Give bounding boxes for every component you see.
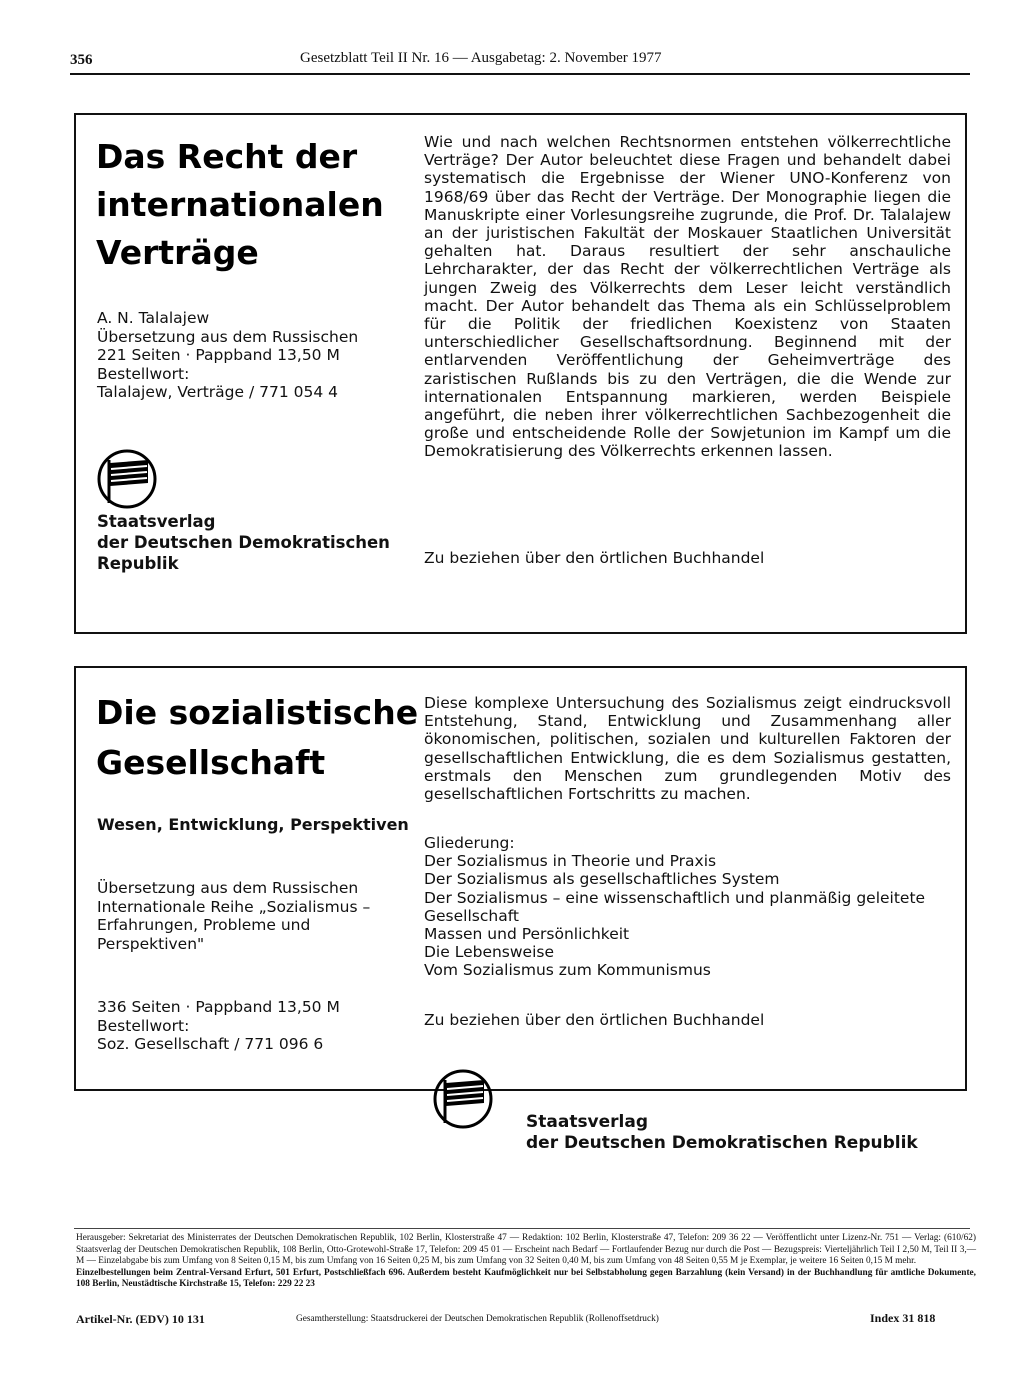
- ad1-title-line: Verträge: [96, 233, 259, 272]
- outline-item: Massen und Persönlichkeit: [424, 925, 630, 944]
- publisher-line: der Deutschen Demokratischen: [97, 533, 390, 552]
- page-number: 356: [70, 52, 93, 68]
- ad1-availability: Zu beziehen über den örtlichen Buchhandel: [424, 549, 765, 567]
- publisher-logo-icon: [96, 448, 158, 510]
- ad2-title-line: Die sozialistische: [96, 693, 419, 732]
- outline-item: Der Sozialismus – eine wissenschaftlich und planmäßig geleitete: [424, 888, 926, 907]
- ad2-translation-line: Internationale Reihe „Sozialismus –: [97, 897, 371, 916]
- publisher-line: Republik: [97, 554, 179, 573]
- imprint-orders-info: Einzelbestellungen beim Zentral-Versand Erfurt, 501 Erfurt, Postschließfach 696. Außerdem besteht Kaufmöglichkeit nur bei Selbstabholung gegen Barzahlung (kein Versand) in der Buchhandlung für amtliche Dokumente, 108 Berlin, Neustädtische Kirchstraße 15, Telefon: 229 22 23: [76, 1267, 976, 1289]
- publisher-line: der Deutschen Demokratischen Republik: [526, 1133, 918, 1153]
- ad2-publisher: [526, 1112, 918, 1154]
- index-number: Index 31 818: [870, 1311, 936, 1325]
- ad2-description: Diese komplexe Untersuchung des Sozialismus zeigt eindrucksvoll Entstehung, Stand, Entwicklung und Zusammenhang aller ökonomischen, politischen, sozialen und kulturellen Faktoren der gesellschaftlichen Entwicklung, die es dem Sozialismus gestatten, erstmals den Menschen zum grundlegenden Motiv des gesellschaftlichen Fortschritts zu machen.: [424, 694, 951, 804]
- ad1-title-line: Das Recht der: [96, 137, 358, 176]
- ad2-pages-price: 336 Seiten · Pappband 13,50 M: [97, 998, 340, 1016]
- ad2-translation-line: Erfahrungen, Probleme und: [97, 916, 311, 934]
- ad1-title: [96, 133, 384, 277]
- ad2-translation: [97, 879, 370, 953]
- article-number: Artikel-Nr. (EDV) 10 131: [76, 1312, 205, 1326]
- ad1-description: Wie und nach welchen Rechtsnormen entstehen völkerrechtliche Verträge? Der Autor beleuchtet diese Fragen und behandelt dabei systematisch die Ergebnisse der Wiener UNO-Konferenz von 1968/69 über das Recht der Verträge. Der Monographie liegen die Manuskripte einer Vorlesungsreihe zugrunde, die Prof. Dr. Talalajew an der juristischen Fakultät der Moskauer Staatlichen Universität gehalten hat. Daraus resultiert der sehr anschauliche Lehrcharakter, der das Recht der völkerrechtlichen Verträge als jungen Zweig des Völkerrechts dem Leser leicht verständlich macht. Der Autor behandelt das Thema als ein Schlüsselproblem für die Politik der friedlichen Koexistenz von Staaten unterschiedlicher Gesellschaftsordnung. Beginnend mit der entlarvenden Veröffentlichung der Geheimverträge des zaristischen Rußlands bis zu den Verträgen, die die Wende zur internationalen Entspannung markieren, werden Beispiele angeführt, die neben ihrer völkerrechtlichen Sachbezogenheit die große und entscheidende Rolle der Sowjetunion im Kampf um die Demokratisierung des Völkerrechts erkennen lassen.: [424, 133, 951, 461]
- publisher-line: Staatsverlag: [526, 1112, 649, 1132]
- ad1-author: A. N. Talalajew: [97, 309, 210, 327]
- ad-sozialistische-gesellschaft: [74, 666, 967, 1153]
- imprint: [76, 1233, 976, 1291]
- ad1-title-line: internationalen: [96, 185, 384, 224]
- publisher-logo-icon: [432, 1068, 494, 1130]
- ad2-book-details: [97, 998, 340, 1054]
- ad2-order-label: Bestellwort:: [97, 1016, 190, 1035]
- ad2-translation-line: Perspektiven": [97, 934, 205, 953]
- publisher-line: Staatsverlag: [97, 512, 216, 531]
- header-rule: [70, 73, 970, 75]
- ad2-availability: Zu beziehen über den örtlichen Buchhandel: [424, 1011, 765, 1029]
- imprint-publisher-info: Herausgeber: Sekretariat des Ministerrates der Deutschen Demokratischen Republik, 102 Berlin, Klosterstraße 47 — Redaktion: 102 Berlin, Klosterstraße 47, Telefon: 209 36 22 — Veröffentlicht unter Lizenz-Nr. 751 — Verlag: (610/62) Staatsverlag der Deutschen Demokratischen Republik, 108 Berlin, Otto-Grotewohl-Straße 17, Telefon: 209 45 01 — Erscheint nach Bedarf — Fortlaufender Bezug nur durch die Post — Bezugspreis: Vierteljährlich Teil I 2,50 M, Teil II 3,— M — Einzelabgabe bis zum Umfang von 8 Seiten 0,15 M, bis zum Umfang von 16 Seiten 0,25 M, bis zum Umfang von 32 Seiten 0,40 M, bis zum Umfang von 48 Seiten 0,55 M je Exemplar, je weitere 16 Seiten 0,15 M mehr.: [76, 1233, 976, 1266]
- ad1-publisher: [97, 511, 390, 574]
- ad2-order-word: Soz. Gesellschaft / 771 096 6: [97, 1035, 324, 1053]
- ad2-title: [96, 688, 418, 788]
- ad2-title-line: Gesellschaft: [96, 743, 326, 782]
- outline-item: Der Sozialismus als gesellschaftliches System: [424, 870, 780, 889]
- outline-item: Die Lebensweise: [424, 943, 555, 962]
- footer-rule: [74, 1228, 970, 1229]
- ad1-order-label: Bestellwort:: [97, 364, 190, 383]
- production-note: Gesamtherstellung: Staatsdruckerei der Deutschen Demokratischen Republik (Rollenoffsetdruck): [296, 1314, 659, 1324]
- ad-recht-der-vertraege: [74, 113, 967, 634]
- outline-item: Der Sozialismus in Theorie und Praxis: [424, 852, 717, 871]
- ad1-book-details: [97, 309, 358, 402]
- ad1-translation: Übersetzung aus dem Russischen: [97, 327, 359, 346]
- ad2-translation-line: Übersetzung aus dem Russischen: [97, 879, 359, 897]
- outline-item: Gesellschaft: [424, 906, 519, 925]
- header-title: Gesetzblatt Teil II Nr. 16 — Ausgabetag: 2. November 1977: [300, 50, 662, 66]
- ad1-pages-price: 221 Seiten · Pappband 13,50 M: [97, 346, 340, 364]
- outline-heading: Gliederung:: [424, 834, 515, 852]
- ad2-subtitle: Wesen, Entwicklung, Perspektiven: [97, 815, 409, 834]
- ad2-outline: [424, 834, 951, 980]
- ad1-order-word: Talalajew, Verträge / 771 054 4: [97, 383, 338, 401]
- outline-item: Vom Sozialismus zum Kommunismus: [424, 961, 711, 980]
